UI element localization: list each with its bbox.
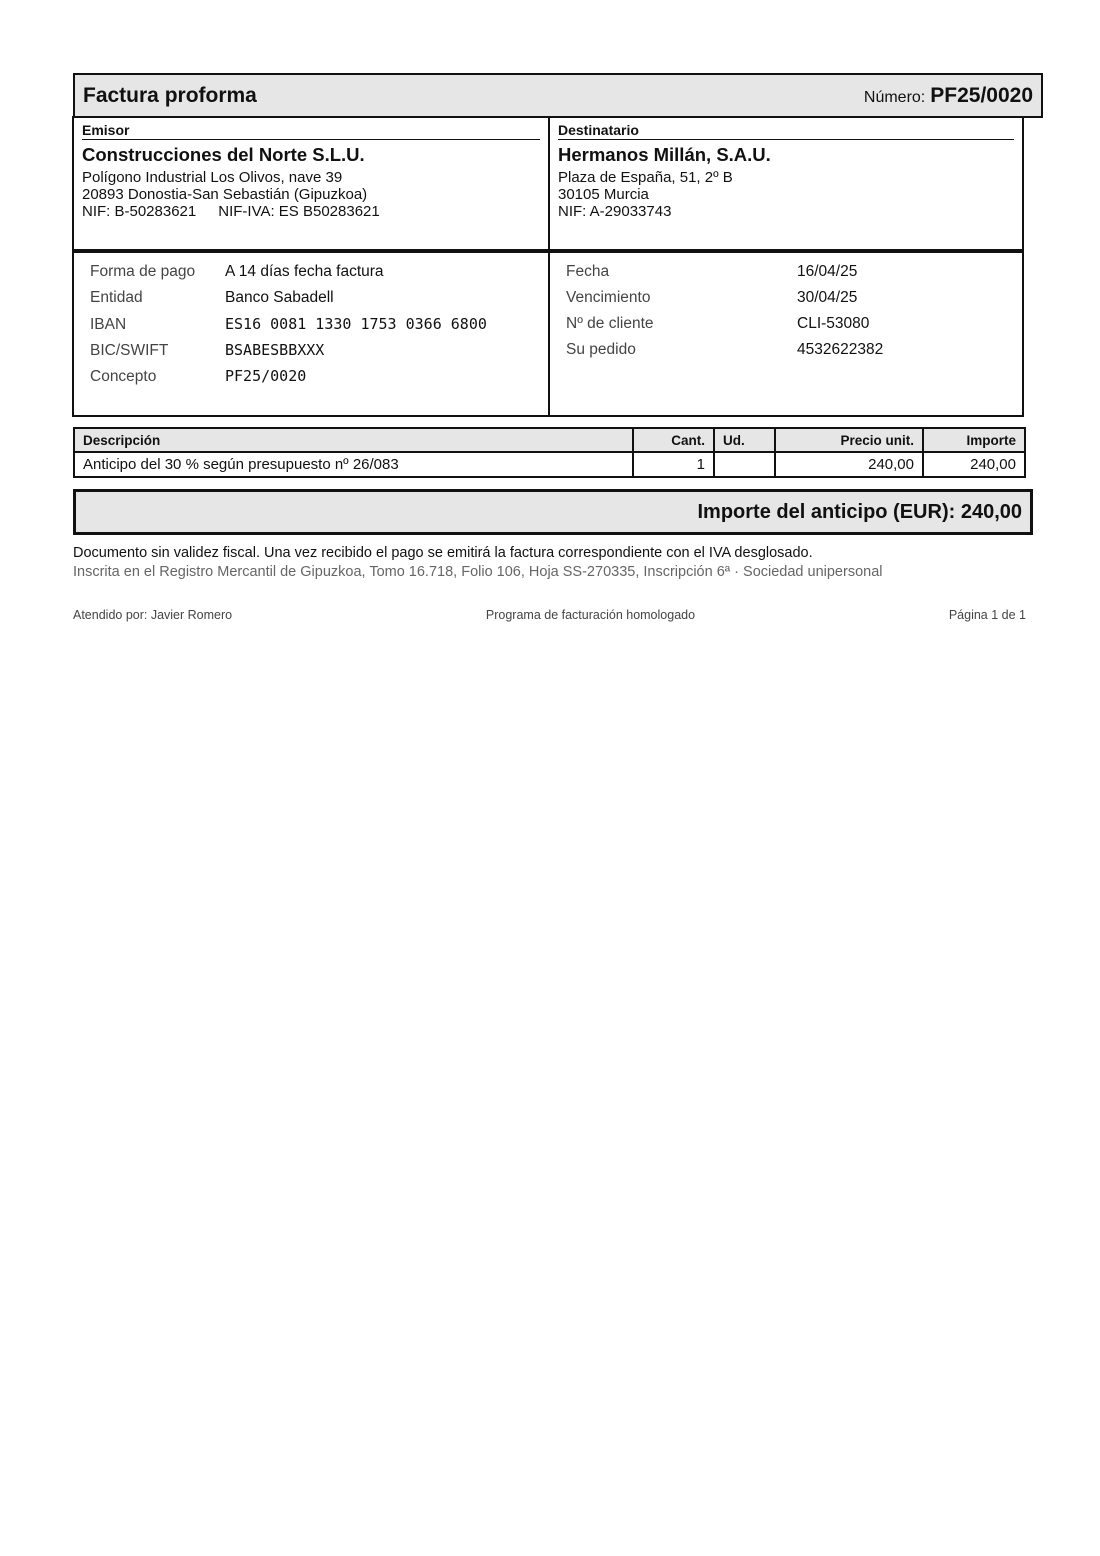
date-label: Fecha [566,263,610,280]
info-row [566,289,1006,315]
recipient-nif: NIF: A-29033743 [558,203,672,220]
payment-method-value: A 14 días fecha factura [225,263,384,280]
invoice-header [73,73,1043,118]
due-date-label: Vencimiento [566,289,651,306]
item-qty: 1 [633,452,714,477]
order-label: Su pedido [566,341,636,358]
bic-value: BSABESBBXXX [225,341,325,359]
payment-row [90,341,532,367]
invoice-number [864,84,1033,108]
invoice-info [548,253,1022,415]
iban-value: ES16 0081 1330 1753 0366 6800 [225,315,487,333]
issuer-address-line1: Polígono Industrial Los Olivos, nave 39 [82,169,343,186]
column-header-amount: Importe [923,428,1025,452]
payment-method-label: Forma de pago [90,263,196,280]
fiscal-note: Documento sin validez fiscal. Una vez recibido el pago se emitirá la factura correspondiente con el IVA desglosado. [73,545,813,561]
invoice-number-label: Número: [863,88,926,106]
document-title: Factura proforma [83,83,257,107]
column-header-description: Descripción [74,428,633,452]
info-row [566,263,1006,289]
details-section [72,251,1024,417]
issuer-tax-ids [82,203,540,220]
bank-label: Entidad [90,289,143,306]
info-row [566,341,1006,367]
item-unit [714,452,775,477]
line-items-table [73,427,1026,478]
order-value: 4532622382 [797,341,884,358]
concept-label: Concepto [90,368,157,385]
recipient-block [548,116,1022,249]
page-footer [73,608,1026,622]
item-description: Anticipo del 30 % según presupuesto nº 26/083 [74,452,633,477]
recipient-label: Destinatario [558,122,1014,140]
table-header-row [74,428,1025,452]
invoice-number-value: PF25/0020 [930,83,1033,107]
bank-value: Banco Sabadell [225,289,334,306]
issuer-nif-iva: NIF-IVA: ES B50283621 [218,203,380,220]
info-row [566,315,1006,341]
payment-row [90,315,532,341]
payment-details [74,253,548,415]
total-amount: Importe del anticipo (EUR): 240,00 [697,500,1022,523]
total-box [73,489,1033,535]
issuer-nif: NIF: B-50283621 [82,203,197,220]
client-number-label: Nº de cliente [566,315,654,332]
column-header-unit: Ud. [714,428,775,452]
column-header-qty: Cant. [633,428,714,452]
recipient-address-line2: 30105 Murcia [558,186,649,203]
concept-value: PF25/0020 [225,367,307,385]
recipient-address-line1: Plaza de España, 51, 2º B [558,169,733,186]
column-header-unit-price: Precio unit. [775,428,923,452]
bic-label: BIC/SWIFT [90,342,169,359]
table-row [74,452,1025,477]
issuer-block [74,116,548,249]
iban-label: IBAN [90,316,127,333]
date-value: 16/04/25 [797,263,858,280]
footer-page-number: Página 1 de 1 [948,608,1026,622]
payment-row [90,263,532,289]
registry-note: Inscrita en el Registro Mercantil de Gipuzkoa, Tomo 16.718, Folio 106, Hoja SS-270335, Inscripción 6ª · Sociedad unipersonal [73,564,883,580]
issuer-name: Construcciones del Norte S.L.U. [82,144,365,165]
client-number-value: CLI-53080 [797,315,870,332]
parties-section [72,116,1024,251]
item-amount: 240,00 [923,452,1025,477]
payment-row [90,289,532,315]
footer-software: Programa de facturación homologado [485,608,696,622]
footer-attended-by: Atendido por: Javier Romero [73,608,233,622]
issuer-label: Emisor [82,122,540,140]
issuer-address-line2: 20893 Donostia-San Sebastián (Gipuzkoa) [82,186,368,203]
item-unit-price: 240,00 [775,452,923,477]
recipient-name: Hermanos Millán, S.A.U. [558,144,771,165]
payment-row [90,367,532,393]
due-date-value: 30/04/25 [797,289,858,306]
